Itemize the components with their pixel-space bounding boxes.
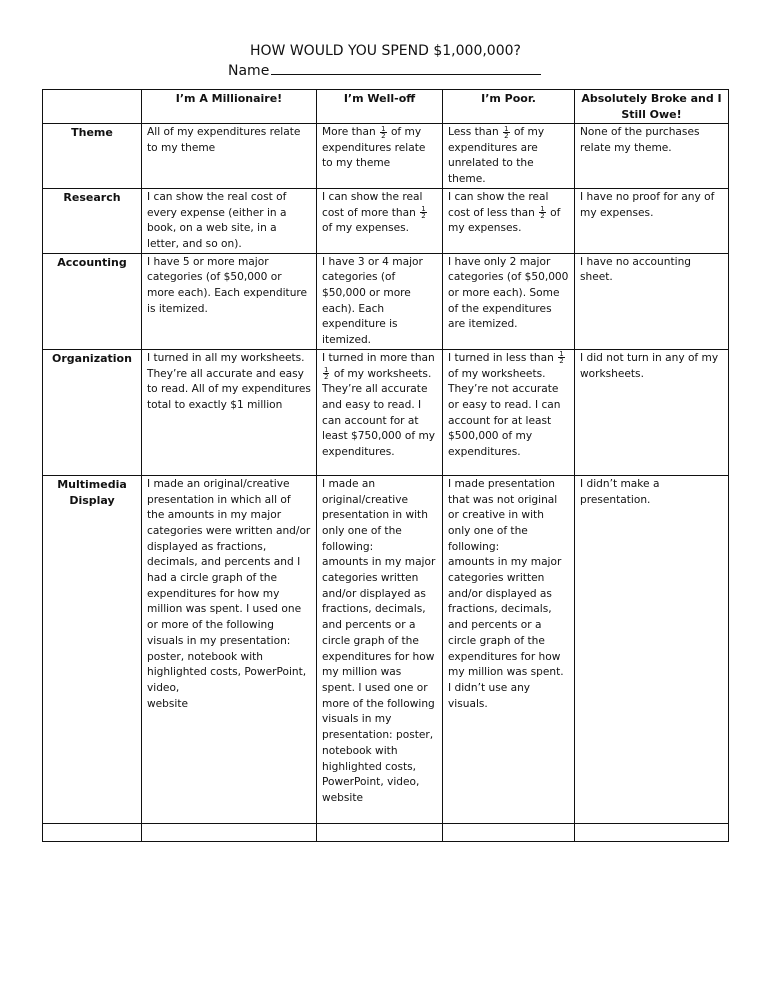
fraction-numerator: 1 — [540, 205, 545, 214]
cell-text: amounts in my major categories written and/or displayed as fractions, decimals, and percents or a circle graph of the expenditures for how my million was spent. I didn’t use any visuals. — [448, 556, 564, 710]
fraction-numerator: 1 — [421, 205, 426, 214]
table-row — [43, 349, 729, 475]
fraction-numerator: 1 — [381, 124, 386, 133]
table-row — [43, 124, 729, 189]
cell-broke: I didn’t make a presentation. — [575, 475, 729, 823]
fraction-numerator: 1 — [324, 366, 329, 375]
empty-cell — [575, 823, 729, 841]
cell-millionaire — [142, 475, 317, 823]
empty-cell — [317, 823, 443, 841]
cell-text: I made presentation that was not original or creative in with only one of the following: — [448, 477, 558, 553]
cell-broke: I did not turn in any of my worksheets. — [575, 349, 729, 475]
cell-millionaire: I turned in all my worksheets. They’re all accurate and easy to read. All of my expenditures total to exactly $1 million — [142, 349, 317, 475]
category-line: Multimedia — [57, 477, 127, 491]
fraction-denominator: 2 — [324, 373, 329, 382]
cell-text: of my worksheets. They’re all accurate and easy to read. I can account for at least $750,000 of my expenditures. — [322, 367, 436, 459]
fraction-numerator: 1 — [559, 350, 564, 359]
category-line: Display — [69, 493, 115, 507]
cell-broke: I have no proof for any of my expenses. — [575, 188, 729, 253]
category-organization: Organization — [43, 349, 142, 475]
rubric-table — [42, 89, 729, 842]
name-field — [228, 61, 541, 79]
fraction-one-half — [420, 206, 426, 219]
fraction-denominator: 2 — [421, 212, 426, 221]
cell-broke: I have no accounting sheet. — [575, 253, 729, 349]
header-millionaire: I’m A Millionaire! — [142, 90, 317, 124]
cell-text: More than — [322, 126, 376, 138]
fraction-denominator: 2 — [504, 131, 509, 140]
name-blank-line — [271, 61, 541, 75]
header-corner — [43, 90, 142, 124]
page-title: HOW WOULD YOU SPEND $1,000,000? — [250, 43, 521, 59]
empty-cell — [43, 823, 142, 841]
category-accounting: Accounting — [43, 253, 142, 349]
cell-text: I made an original/creative presentation in with only one of the following: — [322, 477, 428, 553]
fraction-one-half — [539, 206, 545, 219]
table-row — [43, 188, 729, 253]
fraction-one-half — [380, 126, 386, 139]
cell-text: of my expenses. — [448, 206, 561, 235]
cell-text: of my expenditures relate to my theme — [322, 126, 426, 170]
category-theme: Theme — [43, 124, 142, 189]
cell-poor — [443, 188, 575, 253]
header-broke: Absolutely Broke and I Still Owe! — [575, 90, 729, 124]
fraction-one-half — [558, 351, 564, 364]
header-poor: I’m Poor. — [443, 90, 575, 124]
fraction-numerator: 1 — [504, 124, 509, 133]
cell-poor — [443, 124, 575, 189]
cell-text: website — [322, 791, 364, 804]
table-row — [43, 475, 729, 823]
category-research: Research — [43, 188, 142, 253]
empty-row — [43, 823, 729, 841]
fraction-one-half — [503, 126, 509, 139]
cell-text: Less than — [448, 126, 499, 138]
cell-broke: None of the purchases relate my theme. — [575, 124, 729, 189]
cell-text: I turned in more than — [322, 351, 435, 364]
fraction-denominator: 2 — [540, 212, 545, 221]
table-row — [43, 253, 729, 349]
name-label: Name — [228, 63, 270, 79]
cell-poor — [443, 475, 575, 823]
empty-cell — [142, 823, 317, 841]
cell-text: amounts in my major categories written and/or displayed as fractions, decimals, and percents or a circle graph of the expenditures for how my million was spent. I used one or more of the following visuals in my presentation: poster, notebook with highlighted costs, PowerPoint, video, — [322, 556, 436, 789]
cell-millionaire: I can show the real cost of every expense (either in a book, on a web site, in a letter, and so on). — [142, 188, 317, 253]
header-well-off: I’m Well-off — [317, 90, 443, 124]
fraction-denominator: 2 — [381, 131, 386, 140]
cell-poor: I have only 2 major categories (of $50,000 or more each). Some of the expenditures are itemized. — [443, 253, 575, 349]
cell-text: I turned in less than — [448, 351, 554, 364]
cell-well-off — [317, 124, 443, 189]
cell-text: of my worksheets. They’re not accurate or easy to read. I can account for at least $500,000 of my expenditures. — [448, 367, 561, 459]
fraction-one-half — [323, 367, 329, 380]
cell-text: I can show the real cost of less than — [448, 190, 549, 219]
cell-millionaire: I have 5 or more major categories (of $50,000 or more each). Each expenditure is itemized. — [142, 253, 317, 349]
cell-text: of my expenses. — [322, 222, 410, 235]
cell-text: I can show the real cost of more than — [322, 190, 423, 219]
cell-text: I made an original/creative presentation in which all of the amounts in my major categories were written and/or displayed as fractions, decimals, and percents and I had a circle graph of the expenditures for how my million was spent. I used one or more of the following visuals in my presentation: poster, notebook with highlighted costs, PowerPoint, video, — [147, 477, 311, 694]
cell-poor — [443, 349, 575, 475]
cell-well-off — [317, 349, 443, 475]
fraction-denominator: 2 — [559, 357, 564, 366]
cell-well-off: I have 3 or 4 major categories (of $50,000 or more each). Each expenditure is itemized. — [317, 253, 443, 349]
cell-text: of my expenditures are unrelated to the theme. — [448, 126, 545, 186]
empty-cell — [443, 823, 575, 841]
cell-text: website — [147, 697, 189, 710]
cell-well-off — [317, 188, 443, 253]
category-multimedia-display — [43, 475, 142, 823]
cell-millionaire: All of my expenditures relate to my theme — [142, 124, 317, 189]
cell-well-off — [317, 475, 443, 823]
header-row — [43, 90, 729, 124]
